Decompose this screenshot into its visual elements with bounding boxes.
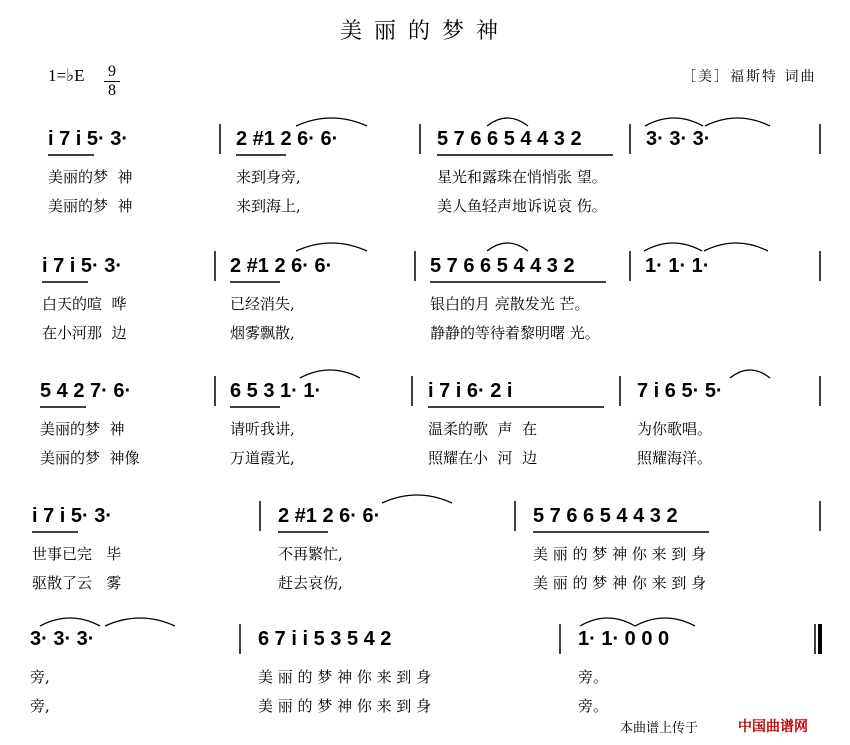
notes-s2-m2: 2 #1 2 6· 6· [230, 255, 333, 277]
slur-arc [296, 118, 367, 126]
lyrics2-s2-m2: 烟雾飘散, [230, 324, 295, 342]
lyrics2-s3-m4: 照耀海洋。 [637, 449, 713, 467]
lyrics1-s1-m1: 美丽的梦 神 [48, 168, 133, 186]
lyrics2-s1-m2: 来到海上, [236, 197, 301, 215]
slur-arc [487, 118, 528, 126]
lyrics2-s5-m3: 旁。 [578, 697, 609, 715]
credit-line: ［美］福斯特 词曲 [682, 69, 817, 85]
notes-s5-m1: 3· 3· 3· [30, 628, 95, 650]
lyrics1-s3-m4: 为你歌唱。 [637, 420, 713, 438]
lyrics1-s4-m1: 世事已完 毕 [32, 545, 122, 563]
notes-s1-m4: 3· 3· 3· [646, 128, 711, 150]
slur-arc [580, 618, 635, 626]
lyrics1-s3-m1: 美丽的梦 神 [40, 420, 125, 438]
slur-arc [382, 495, 452, 503]
lyrics1-s4-m2: 不再繁忙, [278, 545, 343, 563]
lyrics1-s5-m3: 旁。 [578, 668, 609, 686]
site-logo: 中国曲谱网 [738, 719, 808, 735]
lyrics2-s2-m1: 在小河那 边 [42, 324, 127, 342]
lyrics1-s3-m3: 温柔的歌 声 在 [428, 420, 538, 438]
slur-arc [487, 243, 528, 251]
meter-top: 9 [108, 63, 116, 80]
lyrics1-s2-m2: 已经消失, [230, 295, 295, 313]
notes-s3-m3: i 7 i 6· 2 i [428, 380, 513, 402]
lyrics2-s4-m2: 赶去哀伤, [278, 574, 343, 592]
lyrics2-s2-m3: 静静的等待着黎明曙 光。 [430, 324, 600, 342]
lyrics2-s4-m1: 驱散了云 雾 [32, 574, 122, 592]
lyrics1-s2-m3: 银白的月 亮散发光 芒。 [430, 295, 590, 313]
lyrics1-s1-m2: 来到身旁, [236, 168, 301, 186]
slur-arc [704, 243, 768, 251]
slur-arc [635, 618, 695, 626]
notes-s4-m2: 2 #1 2 6· 6· [278, 505, 381, 527]
footer-text: 本曲谱上传于 [620, 721, 699, 736]
notes-s1-m2: 2 #1 2 6· 6· [236, 128, 339, 150]
notes-s3-m1: 5 4 2 7· 6· [40, 380, 132, 402]
notes-s1-m1: i 7 i 5· 3· [48, 128, 129, 150]
slur-arc [300, 370, 360, 378]
lyrics2-s5-m2: 美 丽 的 梦 神 你 来 到 身 [258, 697, 432, 715]
notes-s3-m4: 7 i 6 5· 5· [637, 380, 723, 402]
notes-s2-m3: 5 7 6 6 5 4 4 3 2 [430, 255, 575, 277]
notes-s1-m3: 5 7 6 6 5 4 4 3 2 [437, 128, 582, 150]
notes-s4-m1: i 7 i 5· 3· [32, 505, 113, 527]
lyrics1-s5-m2: 美 丽 的 梦 神 你 来 到 身 [258, 668, 432, 686]
meter-bottom: 8 [108, 82, 116, 99]
lyrics1-s2-m1: 白天的喧 哗 [42, 295, 127, 313]
lyrics1-s1-m3: 星光和露珠在悄悄张 望。 [437, 168, 607, 186]
slur-arc [730, 370, 770, 378]
slur-arc [296, 243, 367, 251]
notes-s2-m4: 1· 1· 1· [645, 255, 710, 277]
lyrics2-s4-m3: 美 丽 的 梦 神 你 来 到 身 [533, 574, 707, 592]
slur-arc [644, 243, 702, 251]
slur-arc [645, 118, 703, 126]
notes-s5-m3: 1· 1· 0 0 0 [578, 628, 670, 650]
lyrics1-s3-m2: 请听我讲, [230, 420, 295, 438]
notes-s3-m2: 6 5 3 1· 1· [230, 380, 322, 402]
lyrics2-s3-m3: 照耀在小 河 边 [428, 449, 538, 467]
lyrics2-s3-m1: 美丽的梦 神像 [40, 449, 140, 467]
notes-s5-m2: 6 7 i i 5 3 5 4 2 [258, 628, 392, 650]
slur-arc [40, 618, 100, 626]
notes-s2-m1: i 7 i 5· 3· [42, 255, 123, 277]
key-signature: 1=♭E [48, 66, 85, 85]
song-title: 美丽的梦神 [339, 19, 510, 44]
slur-arc [705, 118, 770, 126]
lyrics2-s1-m3: 美人鱼轻声地诉说哀 伤。 [437, 197, 607, 215]
lyrics1-s5-m1: 旁, [30, 668, 50, 686]
notes-s4-m3: 5 7 6 6 5 4 4 3 2 [533, 505, 678, 527]
lyrics2-s1-m1: 美丽的梦 神 [48, 197, 133, 215]
lyrics1-s4-m3: 美 丽 的 梦 神 你 来 到 身 [533, 545, 707, 563]
lyrics2-s3-m2: 万道霞光, [230, 449, 295, 467]
lyrics2-s5-m1: 旁, [30, 697, 50, 715]
slur-arc [105, 618, 175, 626]
